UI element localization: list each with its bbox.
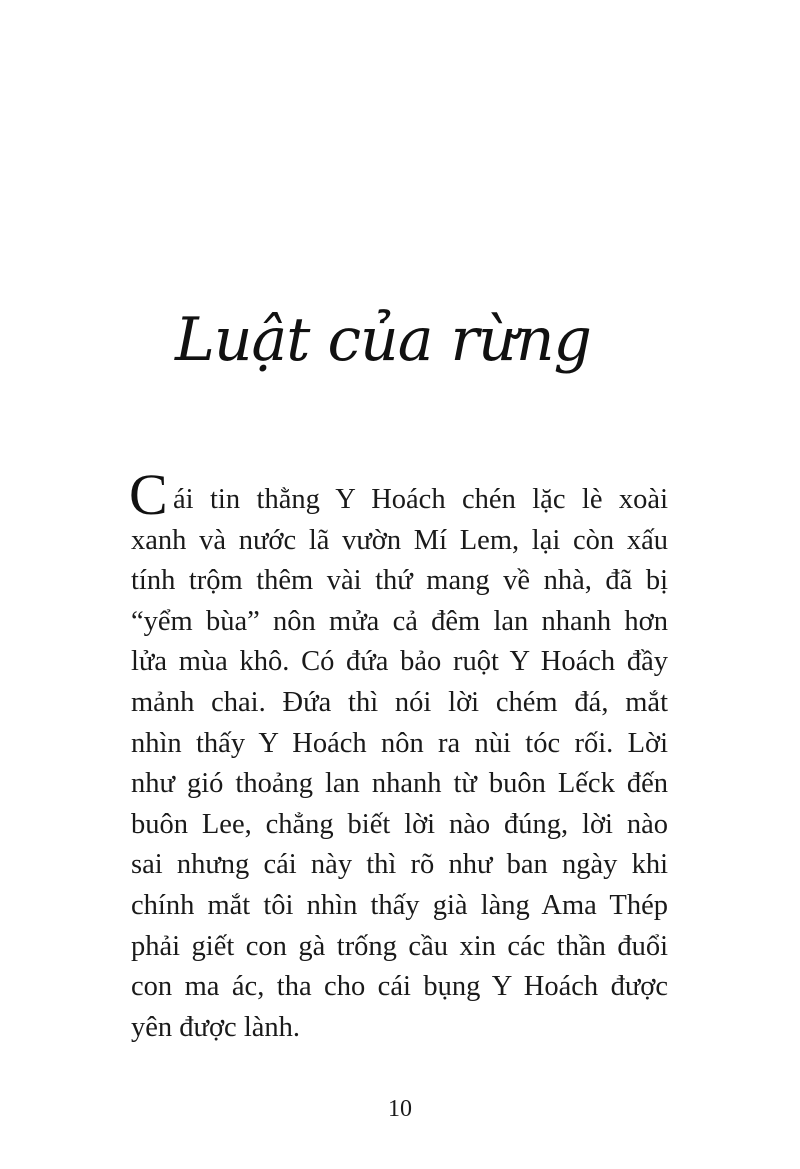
drop-cap: C xyxy=(129,462,168,527)
paragraph-line-4: “yểm bùa” nôn mửa cả đêm lan nhanh hơn xyxy=(131,605,668,637)
paragraph-line-8: như gió thoảng lan nhanh từ buôn Lếck đến xyxy=(131,768,668,800)
paragraph-line-14: yên được lành. xyxy=(131,1011,301,1043)
paragraph-line-11: chính mắt tôi nhìn thấy già làng Ama Thép xyxy=(131,889,668,921)
page-number: 10 xyxy=(388,1096,412,1122)
paragraph-line-9: buôn Lee, chẳng biết lời nào đúng, lời nào xyxy=(131,808,668,840)
paragraph-line-2: xanh và nước lã vườn Mí Lem, lại còn xấu xyxy=(131,524,668,556)
body-paragraph xyxy=(129,462,668,1048)
paragraph-line-12: phải giết con gà trống cầu xin các thần đuổi xyxy=(131,930,668,962)
paragraph-line-1 xyxy=(129,462,668,527)
paragraph-line-3: tính trộm thêm vài thứ mang về nhà, đã bị xyxy=(131,565,668,597)
paragraph-line-6: mảnh chai. Đứa thì nói lời chém đá, mắt xyxy=(131,686,668,718)
paragraph-line-5: lửa mùa khô. Có đứa bảo ruột Y Hoách đầy xyxy=(131,646,668,678)
paragraph-line-13: con ma ác, tha cho cái bụng Y Hoách được xyxy=(131,971,668,1003)
paragraph-line-10: sai nhưng cái này thì rõ như ban ngày khi xyxy=(131,849,668,881)
paragraph-line-7: nhìn thấy Y Hoách nôn ra nùi tóc rối. Lời xyxy=(131,727,668,759)
chapter-title: Luật của rừng xyxy=(175,305,591,375)
line-text: ái tin thằng Y Hoách chén lặc lè xoài xyxy=(173,484,668,515)
